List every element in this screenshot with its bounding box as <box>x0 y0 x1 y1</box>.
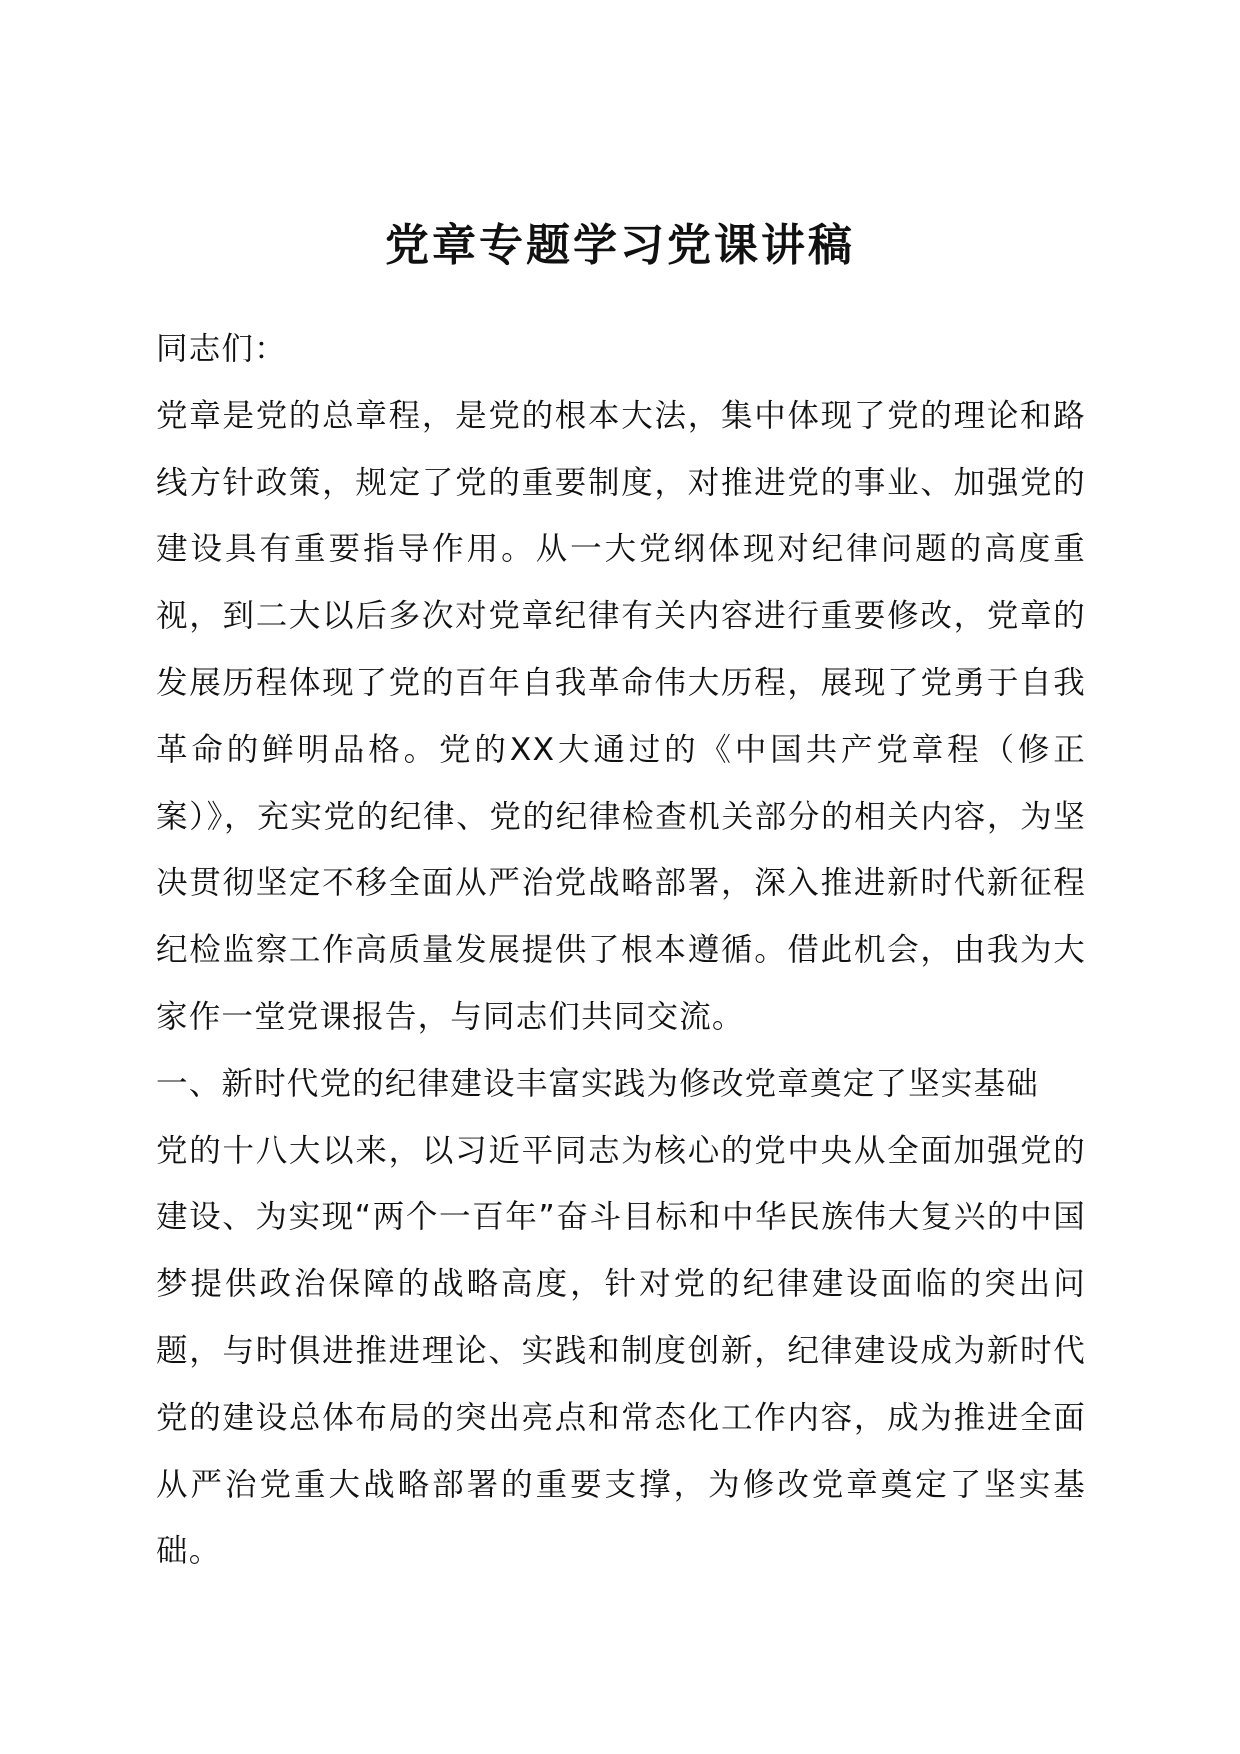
section-paragraph: 党的十八大以来，以习近平同志为核心的党中央从全面加强党的建设、为实现“两个一百年”奋斗目标和中华民族伟大复兴的中国梦提供政治保障的战略高度，针对党的纪律建设面临的突出问题，与时俱进推进理论、实践和制度创新，纪律建设成为新时代党的建设总体布局的突出亮点和常态化工作内容，成为推进全面从严治党重大战略部署的重要支撑，为修改党章奠定了坚实基础。 <box>156 1132 1086 1570</box>
document-body <box>156 316 1086 1585</box>
salutation: 同志们： <box>156 331 287 367</box>
body-paragraph: 党章是党的总章程，是党的根本大法，集中体现了党的理论和路线方针政策，规定了党的重要制度，对推进党的事业、加强党的建设具有重要指导作用。从一大党纲体现对纪律问题的高度重视，到二大以后多次对党章纪律有关内容进行重要修改，党章的发展历程体现了党的百年自我革命伟大历程，展现了党勇于自我革命的鲜明品格。党的XX大通过的《中国共产党章程（修正案）》，充实党的纪律、党的纪律检查机关部分的相关内容，为坚决贯彻坚定不移全面从严治党战略部署，深入推进新时代新征程纪检监察工作高质量发展提供了根本遵循。借此机会，由我为大家作一堂党课报告，与同志们共同交流。 <box>156 397 1086 1035</box>
section-heading: 一、新时代党的纪律建设丰富实践为修改党章奠定了坚实基础 <box>156 1065 1039 1102</box>
document-title: 党章专题学习党课讲稿 <box>385 220 855 271</box>
